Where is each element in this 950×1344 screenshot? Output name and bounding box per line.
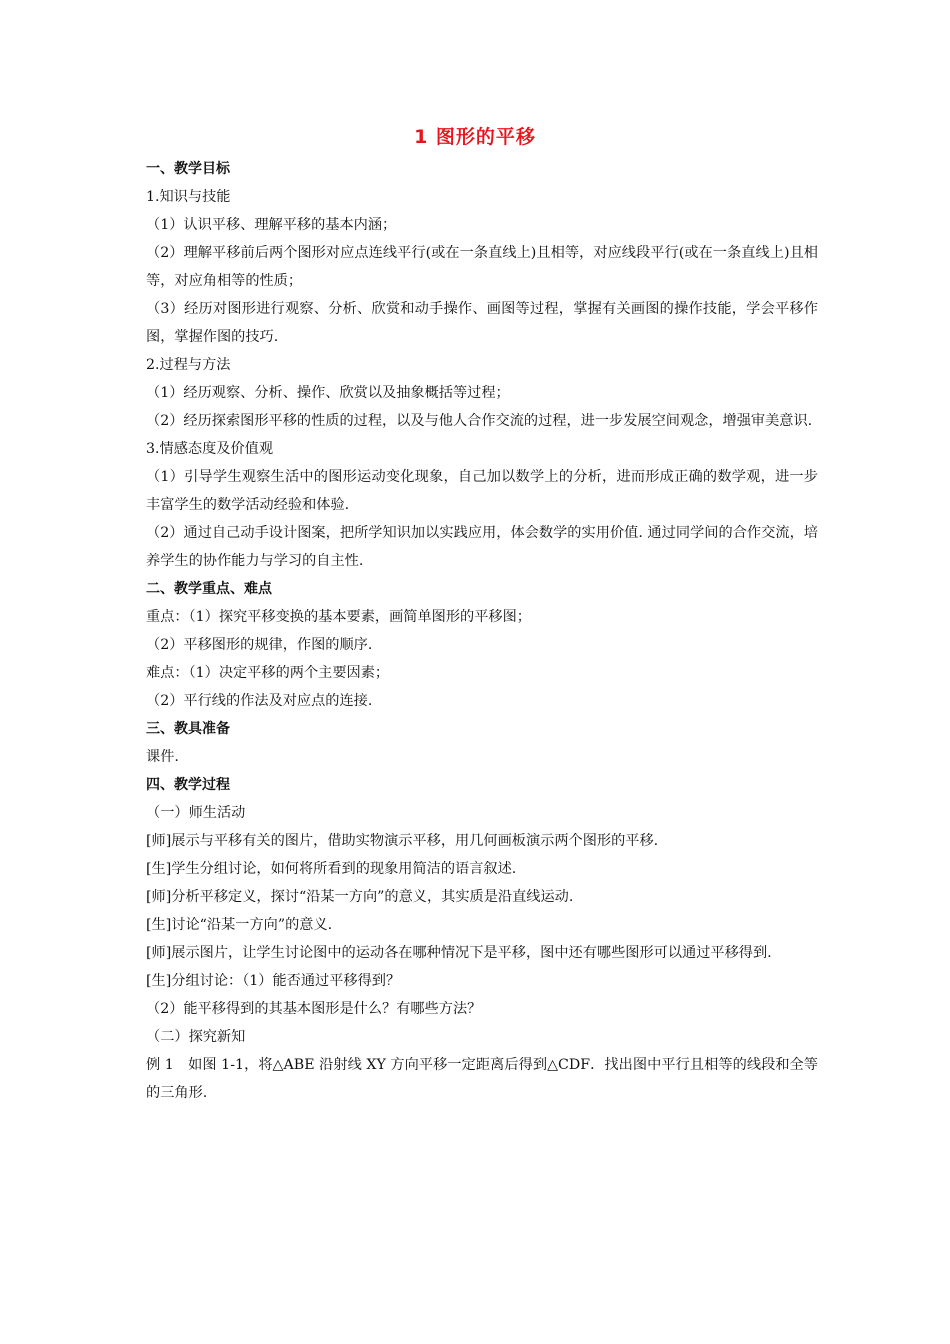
paragraph: （2）平移图形的规律，作图的顺序. [146,637,373,653]
paragraph: 课件. [146,749,179,765]
paragraph: 难点：（1）决定平移的两个主要因素； [146,665,390,681]
paragraph: [师]展示与平移有关的图片，借助实物演示平移，用几何画板演示两个图形的平移. [146,833,659,849]
paragraph: （一）师生活动 [146,805,246,821]
paragraph: 3.情感态度及价值观 [146,441,274,457]
paragraph: （2）通过自己动手设计图案，把所学知识加以实践应用，体会数学的实用价值. 通过同学间的合作交流，培养学生的协作能力与学习的自主性. [146,525,818,569]
paragraph: （2）平行线的作法及对应点的连接. [146,693,373,709]
paragraph: （2）能平移得到的其基本图形是什么？有哪些方法？ [146,1001,482,1017]
section-heading: 二、教学重点、难点 [146,581,272,597]
paragraph: 重点：（1）探究平移变换的基本要素，画简单图形的平移图； [146,609,531,625]
paragraph: 例 1 如图 1-1，将△ABE 沿射线 XY 方向平移一定距离后得到△CDF．找出图中平行且相等的线段和全等的三角形. [146,1057,818,1101]
paragraph: [师]分析平移定义，探讨“沿某一方向”的意义，其实质是沿直线运动. [146,889,574,905]
paragraph: 1.知识与技能 [146,189,231,205]
paragraph: （二）探究新知 [146,1029,246,1045]
paragraph: 2.过程与方法 [146,357,231,373]
section-heading: 四、教学过程 [146,777,230,793]
paragraph: （1）经历观察、分析、操作、欣赏以及抽象概括等过程； [146,385,510,401]
section-heading: 三、教具准备 [146,721,230,737]
document-title: 1 图形的平移 [414,126,536,148]
paragraph: [生]分组讨论：（1）能否通过平移得到？ [146,973,401,989]
document-body [146,155,818,1107]
paragraph: [生]学生分组讨论，如何将所看到的现象用简洁的语言叙述. [146,861,517,877]
paragraph: （1）认识平移、理解平移的基本内涵； [146,217,397,233]
paragraph: （2）理解平移前后两个图形对应点连线平行(或在一条直线上)且相等，对应线段平行(或在一条直线上)且相等，对应角相等的性质； [146,245,818,289]
paragraph: [生]讨论“沿某一方向”的意义. [146,917,333,933]
section-heading: 一、教学目标 [146,161,230,177]
paragraph: （1）引导学生观察生活中的图形运动变化现象，自己加以数学上的分析，进而形成正确的数学观，进一步丰富学生的数学活动经验和体验. [146,469,818,513]
paragraph: （3）经历对图形进行观察、分析、欣赏和动手操作、画图等过程，掌握有关画图的操作技能，学会平移作图，掌握作图的技巧. [146,301,818,345]
paragraph: [师]展示图片，让学生讨论图中的运动各在哪种情况下是平移，图中还有哪些图形可以通过平移得到. [146,945,772,961]
paragraph: （2）经历探索图形平移的性质的过程，以及与他人合作交流的过程，进一步发展空间观念，增强审美意识. [146,413,813,429]
